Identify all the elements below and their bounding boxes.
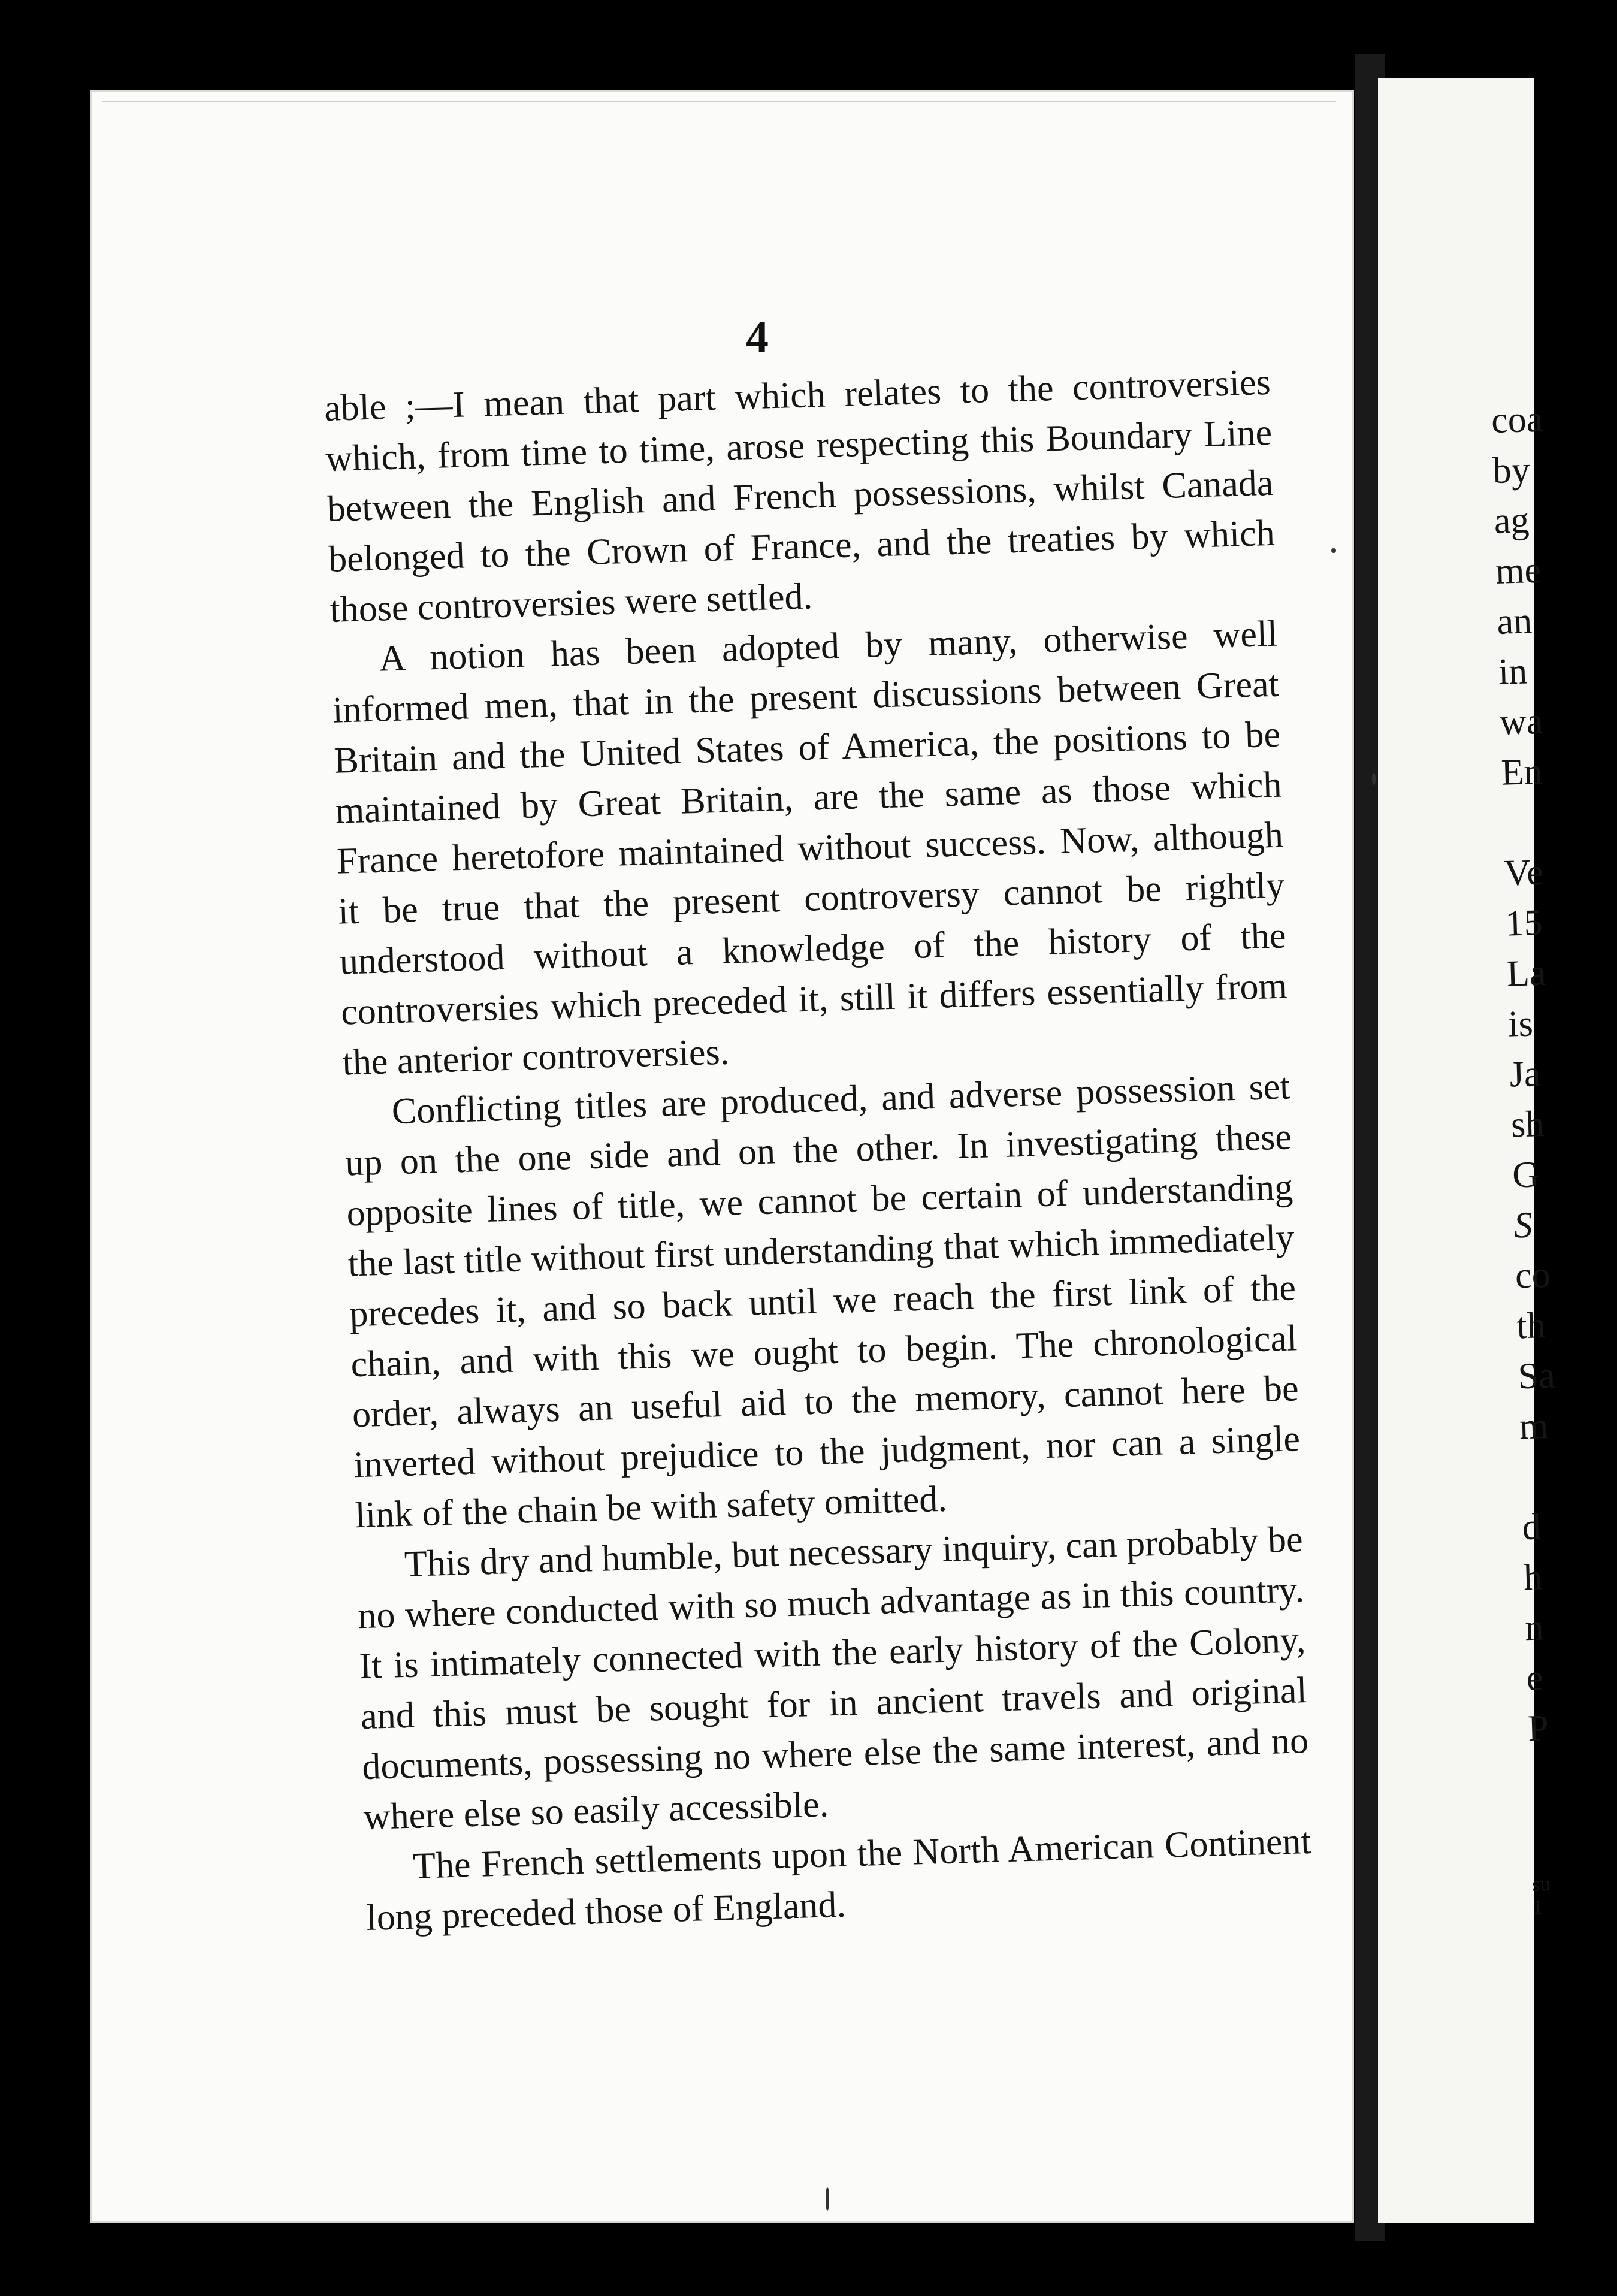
adjacent-gap	[1502, 796, 1587, 848]
adjacent-fragment: Sa	[1517, 1355, 1556, 1397]
adjacent-fragment: Ja	[1509, 1053, 1542, 1095]
adjacent-fragment: e	[1525, 1657, 1544, 1699]
scan-speck	[1372, 773, 1376, 785]
adjacent-fragment: Ve	[1503, 851, 1544, 894]
adjacent-fragment: La	[1506, 952, 1547, 995]
adjacent-fragment: an	[1496, 600, 1533, 642]
paragraph-1: able ;—I mean that part which relates to the controversies which, from time to time, arose respecting this Boundary Line between the English and French possessions, whilst Canada belonged to the Crown of France, and the treaties by which those controversies were settled.	[324, 361, 1276, 630]
adjacent-gap	[1528, 1751, 1616, 1874]
adjacent-fragment: th	[1516, 1305, 1546, 1347]
adjacent-fragment: in	[1497, 651, 1528, 693]
adjacent-fragment: P	[1527, 1708, 1549, 1750]
adjacent-fragment: by	[1492, 449, 1531, 491]
paragraph-5: The French settlements upon the North American Continent long preceded those of England.	[365, 1820, 1312, 1938]
adjacent-gap	[1520, 1449, 1605, 1502]
adjacent-footnote: 1	[1532, 1896, 1543, 1919]
adjacent-fragment: m	[1519, 1405, 1549, 1448]
page-number: 4	[746, 312, 769, 362]
adjacent-fragment: 15	[1504, 902, 1543, 944]
paragraph-2: A notion has been adopted by many, otherwise well informed men, that in the present discussions between Great Britain and the United States of America, the positions to be maintained by Great Britain, are the same as those which France heretofore maintained without success. Now, although it be true that the present controversy cannot be rightly understood without a knowledge of the history of the controversies which preceded it, still it differs essentially from the anterior controversies.	[332, 613, 1288, 1083]
adjacent-fragment: n	[1524, 1607, 1545, 1649]
adjacent-fragment: d	[1521, 1506, 1542, 1548]
adjacent-fragment: co	[1515, 1254, 1551, 1297]
page-top-edge	[102, 101, 1336, 102]
adjacent-fragment: coa	[1491, 398, 1544, 441]
adjacent-fragment: me	[1495, 549, 1542, 592]
scan-speck	[826, 2187, 829, 2211]
scan-speck	[1331, 548, 1336, 553]
adjacent-footnote: su	[1531, 1873, 1551, 1896]
adjacent-fragment: sh	[1510, 1103, 1545, 1146]
adjacent-fragment: G	[1512, 1154, 1540, 1196]
adjacent-fragment: h	[1523, 1557, 1543, 1599]
adjacent-fragment: S	[1513, 1204, 1533, 1246]
paragraph-3: Conflicting titles are produced, and adverse possession set up on the one side and on the other. In investigating these opposite lines of title, we cannot be certain of understanding the last title without first understanding that which immediately precedes it, and so back until we reach the first link of the chain, and with this we ought to begin. The chronological order, always an useful aid to the memory, cannot here be inverted without prejudice to the judgment, nor can a single link of the chain be with safety omitted.	[344, 1066, 1301, 1536]
page-body-text	[324, 357, 1313, 1943]
adjacent-fragment: En	[1500, 751, 1543, 793]
adjacent-fragment: ag	[1493, 500, 1530, 542]
adjacent-fragment: wa	[1499, 700, 1544, 743]
adjacent-fragment: is	[1507, 1003, 1534, 1045]
paragraph-4: This dry and humble, but necessary inquiry, can probably be no where conducted with so much advantage as in this country. It is intimately connected with the early history of the Colony, and this must be sought for in ancient travels and original documents, possessing no where else the same interest, and no where else so easily accessible.	[357, 1519, 1309, 1838]
